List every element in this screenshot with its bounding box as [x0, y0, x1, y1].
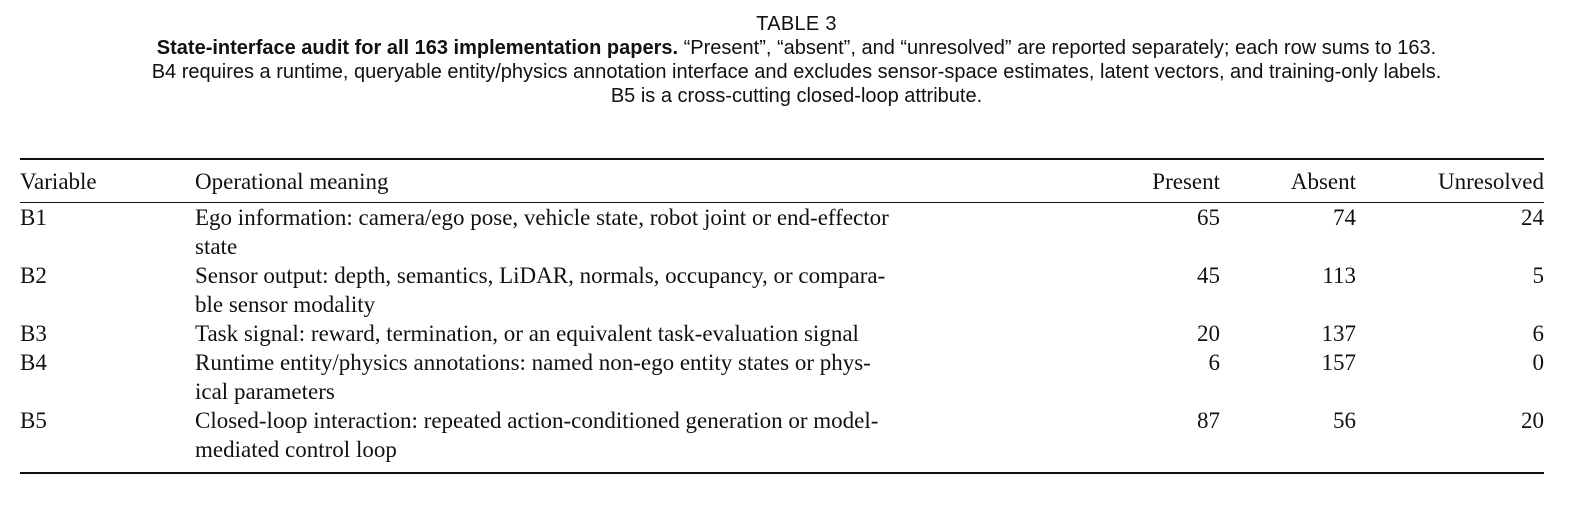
cell-absent: 56 [1333, 408, 1356, 433]
cell-meaning-line-1: Task signal: reward, termination, or an equivalent task-evaluation signal [195, 321, 859, 346]
bottom-rule [20, 472, 1544, 474]
header-present: Present [1152, 169, 1220, 194]
cell-present: 87 [1197, 408, 1220, 433]
cell-present: 20 [1197, 321, 1220, 346]
caption-title: State-interface audit for all 163 implementation papers. [156, 37, 679, 59]
cell-meaning-line-1: Closed-loop interaction: repeated action-conditioned generation or model- [195, 408, 879, 433]
table-row [20, 348, 1544, 406]
cell-absent: 113 [1322, 263, 1356, 288]
table-row [20, 261, 1544, 319]
cell-meaning [195, 319, 1084, 348]
cell-present: 6 [1208, 350, 1220, 375]
caption-text-1: “Present”, “absent”, and “unresolved” are reported separately; each row sums to 163. [678, 37, 1437, 59]
cell-meaning [195, 203, 1084, 261]
caption-line-2: B4 requires a runtime, queryable entity/physics annotation interface and excludes sensor-space estimates, latent vectors, and training-only labels. [151, 61, 1442, 83]
cell-meaning-line-1: Ego information: camera/ego pose, vehicle state, robot joint or end-effector [195, 205, 889, 230]
cell-meaning [195, 406, 1084, 472]
cell-absent: 137 [1321, 321, 1356, 346]
cell-variable: B4 [20, 350, 47, 375]
table-row [20, 319, 1544, 348]
table-caption [0, 12, 1593, 108]
caption-line-1 [0, 36, 1593, 60]
cell-meaning-line-2: state [195, 234, 238, 259]
cell-unresolved: 6 [1532, 321, 1544, 346]
cell-present: 65 [1197, 205, 1220, 230]
cell-meaning-line-1: Sensor output: depth, semantics, LiDAR, normals, occupancy, or compara- [195, 263, 886, 288]
cell-meaning [195, 261, 1084, 319]
header-variable: Variable [20, 169, 97, 194]
header-meaning: Operational meaning [195, 169, 389, 194]
cell-unresolved: 5 [1532, 263, 1544, 288]
cell-unresolved: 24 [1521, 205, 1544, 230]
cell-meaning-line-2: ble sensor modality [195, 292, 376, 317]
cell-variable: B1 [20, 205, 47, 230]
table-row [20, 406, 1544, 472]
cell-absent: 74 [1333, 205, 1356, 230]
cell-meaning-line-1: Runtime entity/physics annotations: named non-ego entity states or phys- [195, 350, 871, 375]
cell-meaning-line-2: mediated control loop [195, 437, 397, 462]
cell-unresolved: 20 [1521, 408, 1544, 433]
audit-table [20, 158, 1544, 474]
table-label: TABLE 3 [756, 13, 837, 35]
cell-present: 45 [1197, 263, 1220, 288]
cell-variable: B3 [20, 321, 47, 346]
table-row [20, 203, 1544, 261]
cell-absent: 157 [1321, 350, 1356, 375]
cell-unresolved: 0 [1532, 350, 1544, 375]
cell-variable: B5 [20, 408, 47, 433]
cell-meaning-line-2: ical parameters [195, 379, 335, 404]
cell-meaning [195, 348, 1084, 406]
audit-table-grid [20, 160, 1544, 472]
cell-variable: B2 [20, 263, 47, 288]
table-header-row [20, 160, 1544, 202]
caption-line-3: B5 is a cross-cutting closed-loop attribute. [610, 85, 983, 107]
header-unresolved: Unresolved [1437, 169, 1544, 194]
header-absent: Absent [1290, 169, 1356, 194]
